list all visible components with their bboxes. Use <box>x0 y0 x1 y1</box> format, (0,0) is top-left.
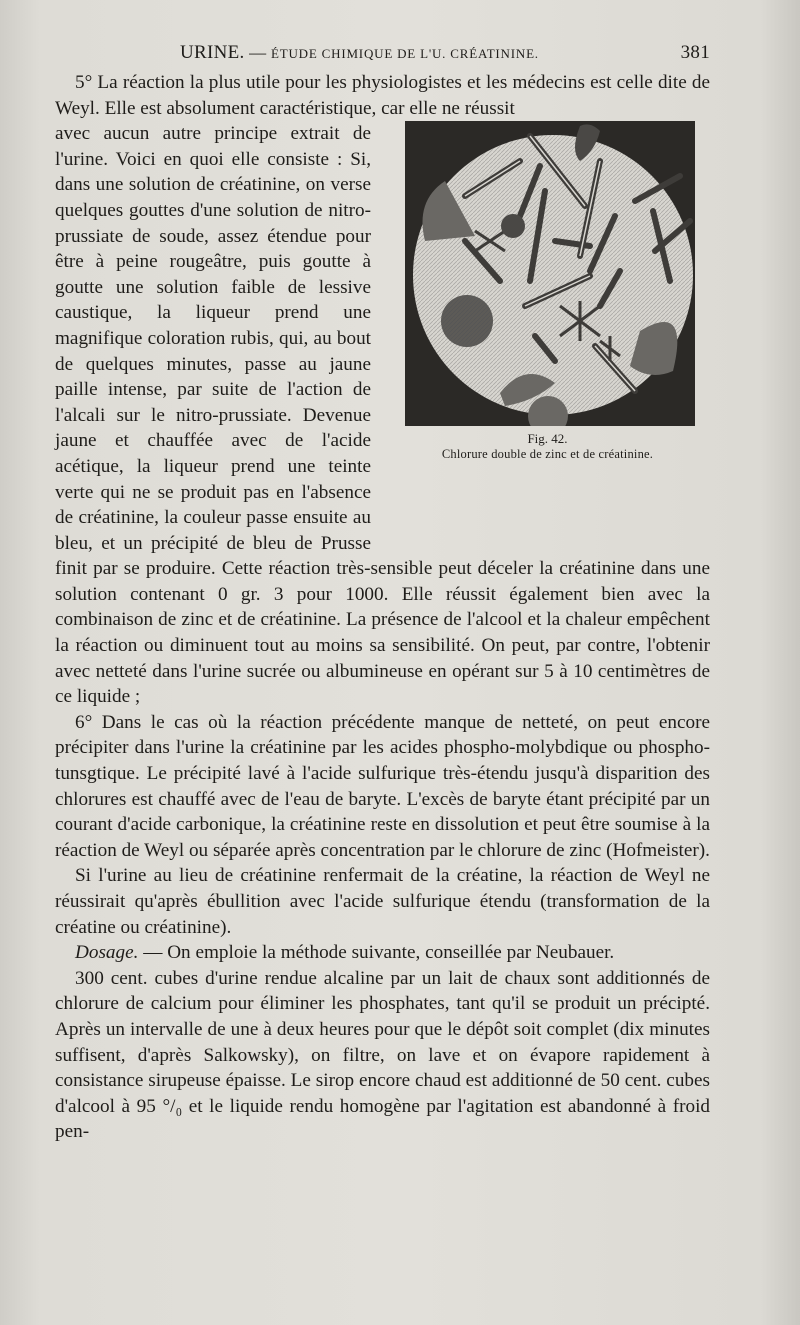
page-number: 381 <box>680 42 710 63</box>
paragraph-weyl-body: avec aucun autre principe extrait de l'urine. Voici en quoi elle consiste : Si, dans une solution de créatinine, on verse quelques gouttes d'une solution de nitro-prussiate de soude, assez étendue pour être à peine rougeâtre, puis goutte à goutte une solution faible de lessive caustique, la liqueur prend une magnifique coloration rubis, qui, au bout de quelques minutes, passe au jaune paille intense, par suite de l'action de l'alcali sur le nitro-prussiate. Devenue jaune et chauffée avec de l'acide acétique, la liqueur prend une teinte verte qui ne se produit pas en l'absence de créatinine, la couleur passe ensuite au bleu, et un précipité de bleu de Prusse finit par se produire. Cette réaction très-sensible peut déceler la créatinine dans une solution contenant 0 gr. 3 pour 1000. Elle réussit également bien avec la combinaison de zinc et de créatinine. La présence de l'alcool et la chaleur empêchent la réaction ou diminuent tout au moins sa sensibilité. On peut, par contre, l'obtenir avec netteté dans l'urine sucrée ou albumineuse en opérant sur 5 à 10 centimètres de ce liquide ; <box>55 123 710 708</box>
running-header <box>55 42 710 68</box>
paragraph-neubauer-method: 300 cent. cubes d'urine rendue alcaline par un lait de chaux sont additionnés de chlorure de calcium pour éliminer les phosphates, tant qu'il se produit un précipté. Après un intervalle de une à deux heures pour que le dépôt soit complet (dix minutes suffisent, d'après Salkowsky), on filtre, on lave et on évapore rapidement à consistance sirupeuse épaisse. Le sirop encore chaud est additionné de 50 cent. cubes d'alcool à 95 °/₀ et le liquide rendu homogène par l'agitation est abandonné à froid pen- <box>55 967 710 1143</box>
crystal-micrograph-illustration <box>405 121 695 426</box>
body-text <box>55 70 710 1145</box>
figure-label: Fig. 42. <box>527 431 568 447</box>
paragraph-dosage <box>55 940 710 966</box>
dosage-text: — On emploie la méthode suivante, conseillée par Neubauer. <box>138 942 615 964</box>
header-title-main: URINE. <box>180 42 245 63</box>
paragraph-weyl-intro: 5° La réaction la plus utile pour les physiologistes et les médecins est celle dite de Weyl. Elle est absolument caractéristique, car elle ne réussit <box>55 72 710 119</box>
paragraph-creatine-note: Si l'urine au lieu de créatinine renfermait de la créatine, la réaction de Weyl ne réussirait qu'après ébullition avec l'acide sulfurique étendu (transformation de la créatine ou créatinine). <box>55 865 710 938</box>
dosage-label: Dosage. <box>75 942 139 964</box>
header-title <box>180 42 539 64</box>
figure-42 <box>385 121 710 547</box>
header-title-dash: — <box>244 43 272 62</box>
paragraph-phospho-precipitation: 6° Dans le cas où la réaction précédente manque de netteté, on peut encore précipiter dans l'urine la créatinine par les acides phospho-molybdique ou phospho-tunsgtique. Le précipité lavé à l'acide sulfurique très-étendu jusqu'à disparition des chlorures est chauffé avec de l'eau de baryte. L'excès de baryte étant précipité par un courant d'acide carbonique, la créatinine reste en dissolution et peut être soumise à la réaction de Weyl ou séparée après concentration par le chlorure de zinc (Hofmeister). <box>55 711 710 861</box>
figure-image <box>405 121 695 426</box>
figure-caption: Chlorure double de zinc et de créatinine. <box>441 447 654 462</box>
header-title-rest: ÉTUDE CHIMIQUE DE L'U. CRÉATININE. <box>271 46 539 61</box>
